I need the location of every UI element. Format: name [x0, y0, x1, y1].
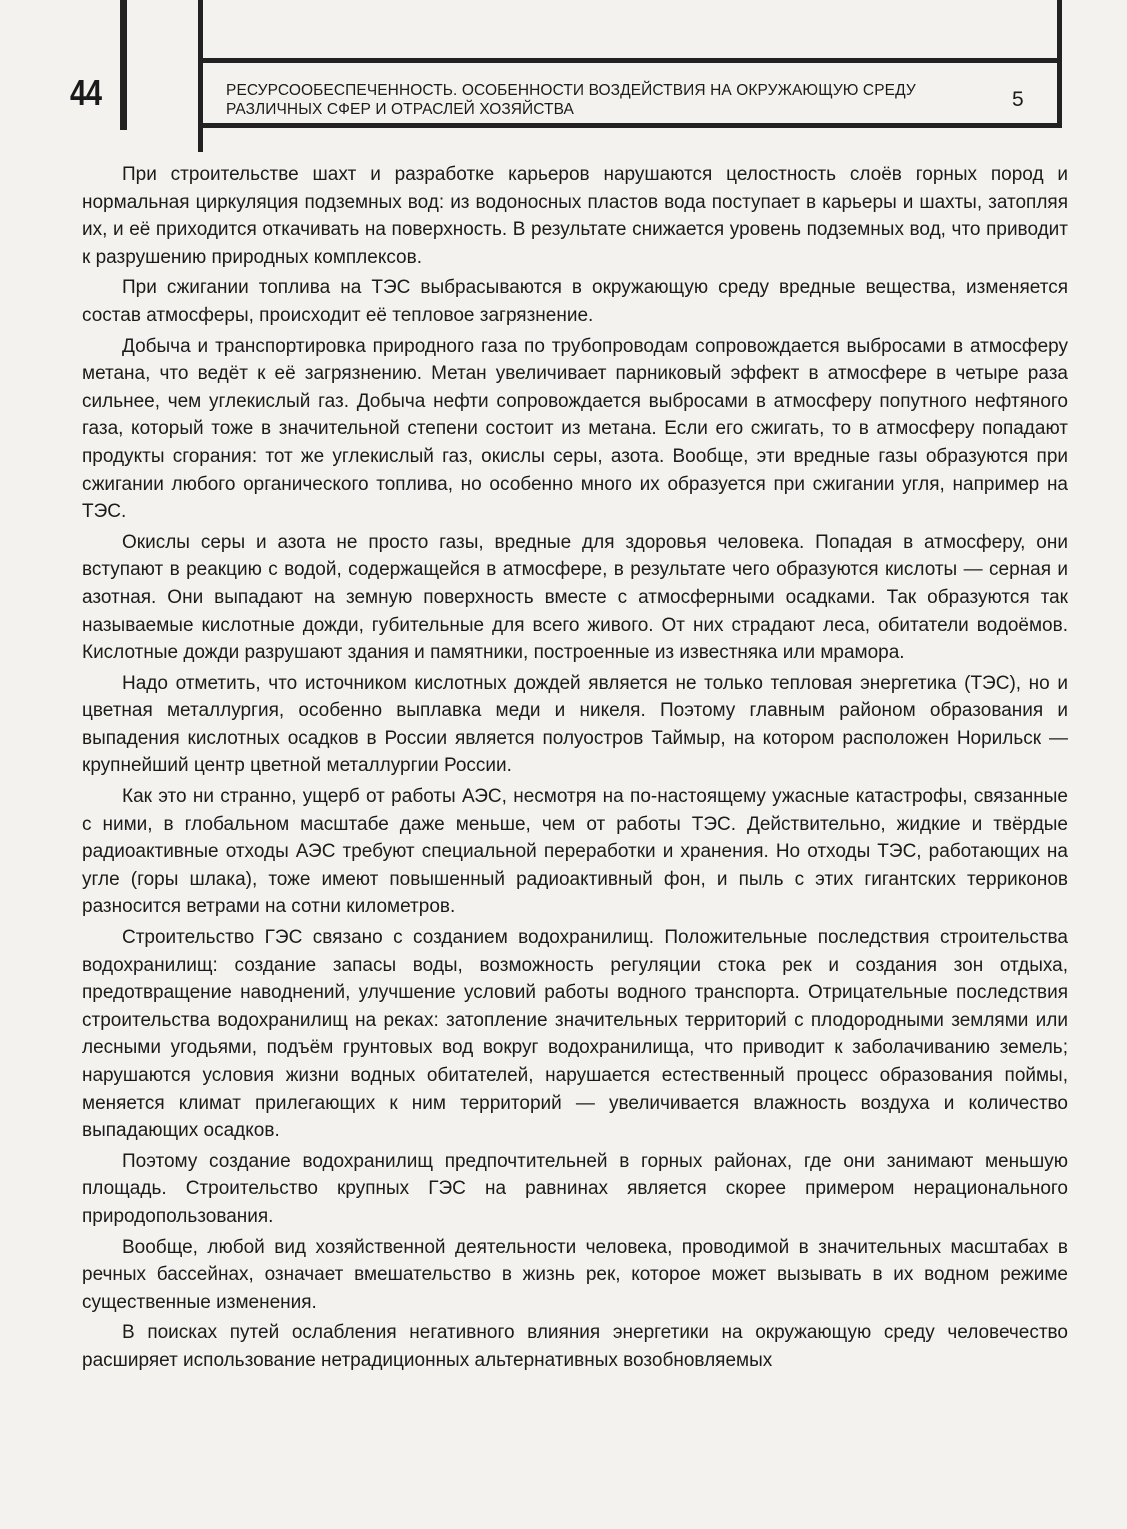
- chapter-number: 5: [1012, 88, 1024, 111]
- chapter-title: РЕСУРСООБЕСПЕЧЕННОСТЬ. ОСОБЕННОСТИ ВОЗДЕЙСТВИЯ НА ОКРУЖАЮЩУЮ СРЕДУ РАЗЛИЧНЫХ СФЕР И ОТРАСЛЕЙ ХОЗЯЙСТВА: [226, 82, 916, 118]
- paragraph: При строительстве шахт и разработке карьеров нарушаются целостность слоёв горных пород и нормальная циркуляция подземных вод: из водоносных пластов вода поступает в карьеры и шахты, затопляя их, и её приходится откачивать на поверхность. В результате снижается уровень подземных вод, что приводит к разрушению природных комплексов.: [82, 164, 1068, 268]
- header-frame-tick: [198, 128, 203, 152]
- paragraph: При сжигании топлива на ТЭС выбрасываются в окружающую среду вредные вещества, изменяется состав атмосферы, происходит её тепловое загрязнение.: [82, 277, 1068, 326]
- margin-rule-left: [120, 0, 127, 130]
- paragraph: Добыча и транспортировка природного газа по трубопроводам сопровождается выбросами в атмосферу метана, что ведёт к её загрязнению. Метан увеличивает парниковый эффект в атмосфере в четыре раза сильнее, чем углекислый газ. Добыча нефти сопровождается выбросами в атмосферу попутного нефтяного газа, который тоже в значительной степени состоит из метана. Если его сжигать, то в атмосферу попадают продукты сгорания: тот же углекислый газ, окислы серы, азота. Вообще, эти вредные газы образуются при сжигании любого органического топлива, но особенно много их образуется при сжигании угля, например на ТЭС.: [82, 335, 1068, 523]
- paragraph: Поэтому создание водохранилищ предпочтительней в горных районах, где они занимают меньшую площадь. Строительство крупных ГЭС на равнинах является скорее примером нерационального природопользования.: [82, 1150, 1068, 1227]
- paragraph: Надо отметить, что источником кислотных дождей является не только тепловая энергетика (ТЭС), но и цветная металлургия, особенно выплавка меди и никеля. Поэтому главным районом образования и выпадения кислотных осадков в России является полуостров Таймыр, на котором расположен Норильск — крупнейший центр цветной металлургии России.: [82, 672, 1068, 777]
- body-text: [82, 161, 1068, 1378]
- paragraph: Вообще, любой вид хозяйственной деятельности человека, проводимой в значительных масштабах в речных бассейнах, означает вмешательство в жизнь рек, которое может вызывать в их водном режиме существенные изменения.: [82, 1236, 1068, 1313]
- header-frame-left-rule: [198, 0, 203, 60]
- page-number: 44: [70, 72, 102, 113]
- header-frame-right-rule: [1057, 0, 1062, 60]
- paragraph: Как это ни странно, ущерб от работы АЭС, несмотря на по-настоящему ужасные катастрофы, связанные с ними, в глобальном масштабе даже меньше, чем от работы ТЭС. Действительно, жидкие и твёрдые радиоактивные отходы АЭС требуют специальной переработки и хранения. Но отходы ТЭС, работающих на угле (горы шлака), тоже имеют повышенный радиоактивный фон, и пыль с этих гигантских терриконов разносится ветрами на сотни километров.: [82, 786, 1068, 918]
- paragraph: Строительство ГЭС связано с созданием водохранилищ. Положительные последствия строительства водохранилищ: создание запасы воды, возможность регуляции стока рек и создания зон отдыха, предотвращение наводнений, улучшение условий работы водного транспорта. Отрицательные последствия строительства водохранилищ на реках: затопление значительных территорий с плодородными землями или лесными угодьями, подъём грунтовых вод вокруг водохранилища, что приводит к заболачиванию земель; нарушаются условия жизни водных обитателей, нарушается естественный процесс образования поймы, меняется климат прилегающих к ним территорий — увеличивается влажность воздуха и количество выпадающих осадков.: [82, 927, 1068, 1142]
- paragraph: В поисках путей ослабления негативного влияния энергетики на окружающую среду человечество расширяет использование нетрадиционных альтернативных возобновляемых: [82, 1322, 1068, 1371]
- paragraph: Окислы серы и азота не просто газы, вредные для здоровья человека. Попадая в атмосферу, они вступают в реакцию с водой, содержащейся в атмосфере, в результате чего образуются кислоты — серная и азотная. Они выпадают на земную поверхность вместе с атмосферными осадками. Так образуются так называемые кислотные дожди, губительные для всего живого. От них страдают леса, обитатели водоёмов. Кислотные дожди разрушают здания и памятники, построенные из известняка или мрамора.: [82, 531, 1068, 664]
